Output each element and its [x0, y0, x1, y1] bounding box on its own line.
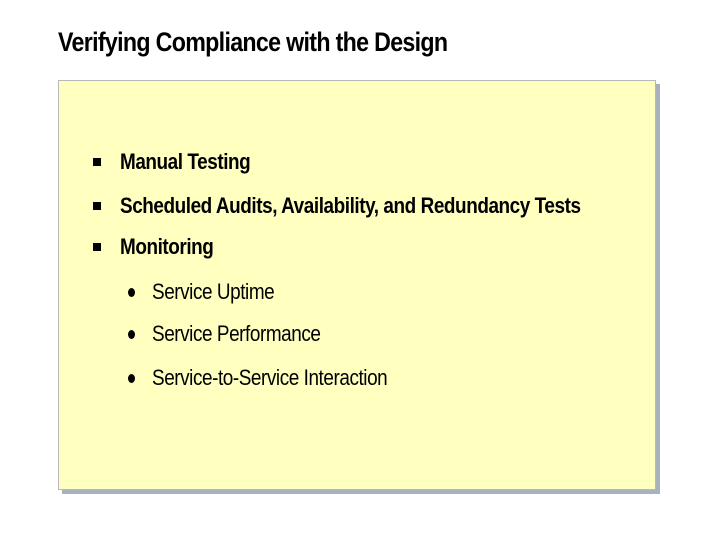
round-bullet-icon [128, 330, 135, 339]
bullet-item [93, 234, 229, 260]
square-bullet-icon [93, 202, 101, 210]
sub-bullet-item [128, 321, 348, 347]
sub-bullet-item [128, 365, 426, 391]
sub-bullet-item [128, 279, 294, 305]
sub-bullet-label: Service-to-Service Interaction [152, 365, 388, 390]
bullet-label: Scheduled Audits, Availability, and Redundancy Tests [120, 193, 581, 218]
round-bullet-icon [128, 374, 135, 383]
sub-bullet-label: Service Uptime [152, 279, 275, 304]
slide-title: Verifying Compliance with the Design [58, 27, 448, 57]
bullet-item [93, 149, 272, 175]
square-bullet-icon [93, 243, 101, 251]
square-bullet-icon [93, 158, 101, 166]
content-box [58, 80, 656, 490]
round-bullet-icon [128, 288, 135, 297]
sub-bullet-label: Service Performance [152, 321, 321, 346]
bullet-label: Manual Testing [120, 149, 251, 174]
bullet-label: Monitoring [120, 234, 214, 259]
bullet-item [93, 193, 656, 219]
